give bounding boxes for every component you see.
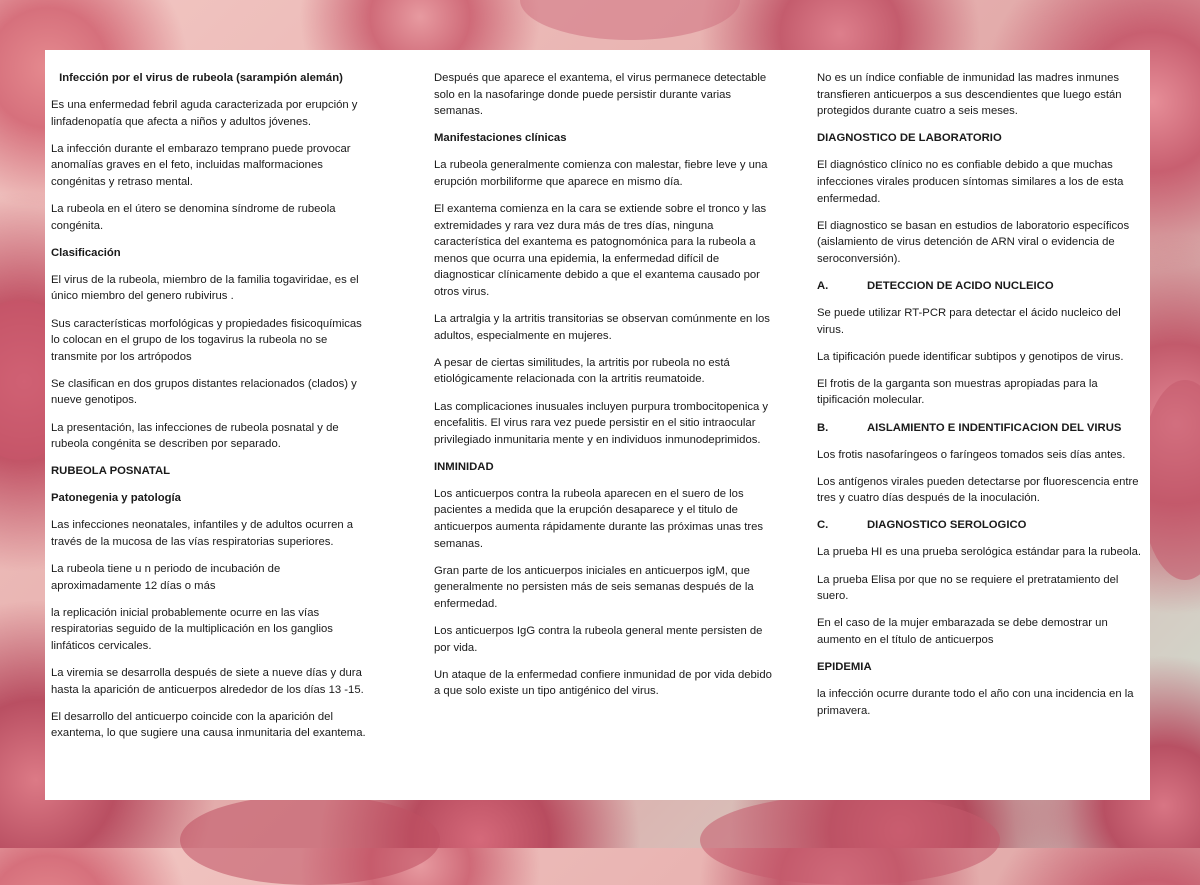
column-1: [51, 70, 371, 752]
paragraph: [51, 605, 371, 655]
section-letter: C.: [817, 519, 829, 532]
background-virus-image: [700, 795, 1000, 885]
column-2: [434, 70, 772, 710]
paragraph: [817, 544, 1149, 561]
paragraph: [51, 561, 371, 594]
section-heading: [51, 463, 371, 480]
paragraph-text: Los frotis nasofaríngeos o faríngeos tomados seis días antes.: [817, 448, 1126, 461]
paragraph: [817, 349, 1149, 366]
paragraph-text: La rubeola generalmente comienza con malestar, fiebre leve y una erupción morbiliforme que aparece en mismo día.: [434, 159, 768, 188]
section-letter: A.: [817, 279, 829, 292]
heading-text: DIAGNOSTICO SEROLOGICO: [867, 519, 1027, 532]
paragraph: [434, 157, 772, 190]
paragraph-text: La rubeola tiene u n periodo de incubación de aproximadamente 12 días o más: [51, 563, 281, 592]
section-heading: [817, 659, 1149, 676]
paragraph-text: La infección durante el embarazo temprano puede provocar anomalías graves en el feto, incluidas malformaciones congénitas y retraso mental.: [51, 142, 351, 188]
paragraph-text: la replicación inicial probablemente ocurre en las vías respiratorias seguido de la multiplicación en los ganglios linfáticos cervicales.: [51, 606, 333, 652]
section-heading: [51, 70, 371, 87]
paragraph-text: La rubeola en el útero se denomina síndrome de rubeola congénita.: [51, 203, 336, 232]
paragraph: [51, 709, 371, 742]
paragraph-text: El exantema comienza en la cara se extiende sobre el tronco y las extremidades y rara vez dura más de tres días, ninguna característica del exantema es patognomónica para la rubeola a menos que ocurra una epidemia, la enfermedad difícil de diagnosticar clínicamente debido a que el exantema causado por otros virus.: [434, 203, 767, 299]
paragraph-text: El diagnóstico clínico no es confiable debido a que muchas infecciones virales producen síntomas similares a los de esta enfermedad.: [817, 159, 1124, 205]
heading-text: EPIDEMIA: [817, 660, 872, 673]
paragraph-text: No es un índice confiable de inmunidad las madres inmunes transfieren anticuerpos a sus descendientes que luego están protegidos durante cuatro a seis meses.: [817, 72, 1122, 118]
paragraph: [51, 141, 371, 191]
background-virus-image: [520, 0, 740, 40]
paragraph: [434, 486, 772, 552]
column-3: [817, 70, 1149, 730]
paragraph-text: Los anticuerpos contra la rubeola aparecen en el suero de los pacientes a medida que la erupción desaparece y el titulo de anticuerpos aumenta rápidamente durante las próximas unas tres semanas.: [434, 487, 764, 550]
heading-text: INMINIDAD: [434, 460, 494, 473]
paragraph-text: A pesar de ciertas similitudes, la artritis por rubeola no está etiológicamente relacionada con la artritis reumatoide.: [434, 356, 730, 386]
paragraph: [51, 517, 371, 550]
paragraph: [817, 686, 1149, 719]
paragraph: [51, 665, 371, 698]
paragraph-text: En el caso de la mujer embarazada se debe demostrar un aumento en el título de anticuerpos: [817, 617, 1108, 646]
heading-text: RUBEOLA POSNATAL: [51, 465, 171, 478]
section-heading: [817, 130, 1149, 147]
paragraph: [434, 399, 772, 449]
paragraph: [434, 201, 772, 301]
paragraph-text: la infección ocurre durante todo el año con una incidencia en la primavera.: [817, 688, 1134, 717]
heading-text: Clasificación: [51, 246, 121, 259]
paragraph: [817, 572, 1149, 605]
section-heading: [817, 420, 1149, 437]
paragraph: [434, 667, 772, 700]
paragraph-text: La prueba Elisa por que no se requiere el pretratamiento del suero.: [817, 573, 1119, 603]
paragraph: [434, 311, 772, 344]
paragraph: [817, 157, 1149, 207]
paragraph: [51, 97, 371, 130]
paragraph-text: Un ataque de la enfermedad confiere inmunidad de por vida debido a que solo existe un tipo antigénico del virus.: [434, 668, 772, 698]
section-heading: [51, 490, 371, 507]
paragraph: [434, 355, 772, 388]
heading-text: Manifestaciones clínicas: [434, 132, 567, 145]
paragraph-text: La artralgia y la artritis transitorias se observan comúnmente en los adultos, especialmente en mujeres.: [434, 313, 770, 342]
paragraph: [817, 615, 1149, 648]
paragraph-text: El virus de la rubeola, miembro de la familia togaviridae, es el único miembro del genero rubivirus .: [51, 273, 359, 303]
paragraph-text: Se clasifican en dos grupos distantes relacionados (clados) y nueve genotipos.: [51, 377, 357, 407]
paragraph-text: El diagnostico se basan en estudios de laboratorio específicos (aislamiento de virus detención de ARN viral o evidencia de seroconversión).: [817, 219, 1130, 265]
heading-text: DETECCION DE ACIDO NUCLEICO: [867, 279, 1054, 292]
section-heading: [434, 130, 772, 147]
background-virus-image: [180, 795, 440, 885]
paragraph: [817, 376, 1149, 409]
section-heading: [817, 278, 1149, 295]
heading-text: AISLAMIENTO E INDENTIFICACION DEL VIRUS: [867, 421, 1122, 434]
paragraph: [51, 420, 371, 453]
paragraph: [434, 563, 772, 613]
paragraph-text: La viremia se desarrolla después de siete a nueve días y dura hasta la aparición de anticuerpos alrededor de los días 13 -15.: [51, 667, 364, 696]
paragraph-text: Sus características morfológicas y propiedades fisicoquímicas lo colocan en el grupo de los togavirus la rubeola no se transmite por los artrópodos: [51, 317, 362, 363]
document-page: [45, 50, 1150, 800]
paragraph: [817, 474, 1149, 507]
paragraph: [51, 272, 371, 305]
section-letter: B.: [817, 421, 829, 434]
paragraph: [434, 70, 772, 120]
heading-text: Infección por el virus de rubeola (sarampión alemán): [59, 72, 343, 84]
paragraph: [817, 70, 1149, 120]
paragraph: [51, 201, 371, 234]
section-heading: [51, 245, 371, 262]
paragraph-text: La presentación, las infecciones de rubeola posnatal y de rubeola congénita se describen por separado.: [51, 421, 339, 451]
paragraph: [51, 316, 371, 366]
heading-text: DIAGNOSTICO DE LABORATORIO: [817, 132, 1002, 145]
paragraph-text: La tipificación puede identificar subtipos y genotipos de virus.: [817, 350, 1124, 363]
paragraph-text: El desarrollo del anticuerpo coincide con la aparición del exantema, lo que sugiere una causa inmunitaria del exantema.: [51, 710, 366, 740]
paragraph-text: La prueba HI es una prueba serológica estándar para la rubeola.: [817, 546, 1142, 559]
paragraph-text: El frotis de la garganta son muestras apropiadas para la tipificación molecular.: [817, 377, 1098, 407]
paragraph: [817, 218, 1149, 268]
heading-text: Patonegenia y patología: [51, 492, 181, 505]
paragraph-text: Se puede utilizar RT-PCR para detectar el ácido nucleico del virus.: [817, 307, 1121, 336]
paragraph-text: Los antígenos virales pueden detectarse por fluorescencia entre tres y cuatro días después de la inoculación.: [817, 475, 1139, 505]
paragraph-text: Después que aparece el exantema, el virus permanece detectable solo en la nasofaringe donde puede persistir durante varias semanas.: [434, 72, 767, 118]
paragraph: [817, 305, 1149, 338]
paragraph: [51, 376, 371, 409]
section-heading: [434, 459, 772, 476]
section-heading: [817, 517, 1149, 534]
paragraph-text: Las infecciones neonatales, infantiles y de adultos ocurren a través de la mucosa de las vías respiratorias superiores.: [51, 519, 354, 548]
paragraph-text: Los anticuerpos IgG contra la rubeola general mente persisten de por vida.: [434, 625, 763, 654]
paragraph: [817, 447, 1149, 464]
paragraph-text: Gran parte de los anticuerpos iniciales en anticuerpos igM, que generalmente no persisten más de seis semanas después de la enfermedad.: [434, 564, 754, 610]
paragraph-text: Las complicaciones inusuales incluyen purpura trombocitopenica y encefalitis. El virus rara vez puede persistir en el sitio intraocular privilegiado inmunitaria mente y en individuos inmunodeprimidos.: [434, 400, 769, 446]
paragraph-text: Es una enfermedad febril aguda caracterizada por erupción y linfadenopatía que afecta a niños y adultos jóvenes.: [51, 99, 358, 128]
paragraph: [434, 623, 772, 656]
